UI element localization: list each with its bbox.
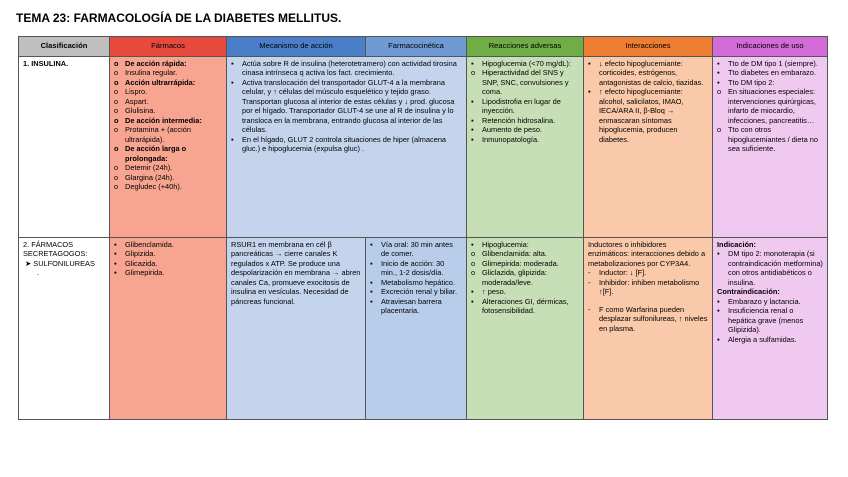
list-item: ▪ Inicio de acción: 30 min., 1-2 dosis/día. bbox=[370, 259, 462, 278]
list-item: ▪ DM tipo 2: monoterapia (si contraindicación metformina) con otros antidiabéticos o insulina. bbox=[717, 249, 823, 287]
pharmacology-table bbox=[18, 36, 828, 420]
reacciones-list bbox=[471, 240, 579, 316]
list-item: ▪ Activa translocación del transportador GLUT-4 a la membrana celular, y ↑ células del músculo esquelético y tejido graso. Transportan glucosa al interior de estas células y ↓ prod. glucosa por el hígado. Transportador GLUT-4 se une al R de insulina y lo transloca en la membrana, entrando glucosa al interior de las células. bbox=[231, 78, 462, 135]
cell-clasificacion bbox=[19, 57, 110, 238]
header-reacciones: Reacciones adversas bbox=[467, 37, 584, 57]
indicaciones-list bbox=[717, 59, 823, 154]
header-indicaciones: Indicaciones de uso bbox=[713, 37, 828, 57]
list-item: ▪ ↑ efecto hipoglucemiante: alcohol, salicilatos, IMAO, IECA/ARA II, β-Bloq → enmascaran síntomas hipoglucemia, producen diabetes. bbox=[588, 87, 708, 144]
list-item: - F como Warfarina pueden desplazar sulfonilureas, ↑ niveles en plasma. bbox=[588, 305, 708, 333]
arrow-icon: ➤ bbox=[25, 258, 32, 268]
reacciones-list bbox=[471, 59, 579, 144]
farmacos-list bbox=[114, 59, 222, 192]
indicacion-label: Indicación: bbox=[717, 240, 757, 249]
farmacos-list bbox=[114, 240, 222, 278]
list-item: o Glargina (24h). bbox=[114, 173, 222, 182]
row-sublabel bbox=[23, 259, 105, 268]
indicacion-list bbox=[717, 249, 823, 287]
list-item: o Protamina + (acción ultrarápida). bbox=[114, 125, 222, 144]
list-item: o Detemir (24h). bbox=[114, 163, 222, 172]
cell-interacciones bbox=[584, 238, 713, 420]
list-item: o Aspart. bbox=[114, 97, 222, 106]
table-row bbox=[19, 57, 828, 238]
list-item: o Gliclazida, glipizida: moderada/leve. bbox=[471, 268, 579, 287]
list-item: o De acción rápida: bbox=[114, 59, 222, 68]
contraindicacion-label: Contraindicación: bbox=[717, 287, 780, 297]
list-item: - Inhibidor: inhiben metabolismo ↑[F]. bbox=[588, 278, 708, 297]
cell-farmacos bbox=[110, 238, 227, 420]
list-item: o Glulisina. bbox=[114, 106, 222, 115]
list-item: ▪ En el hígado, GLUT 2 controla situaciones de hiper (almacena gluc.) e hipoglucemia (expulsa gluc) . bbox=[231, 135, 462, 154]
header-farmacos: Fármacos bbox=[110, 37, 227, 57]
cell-indicaciones bbox=[713, 238, 828, 420]
list-item: o Acción ultrarrápida: bbox=[114, 78, 222, 87]
farmacocinetica-list bbox=[370, 240, 462, 316]
list-item: ▪ Inmunopatología. bbox=[471, 135, 579, 144]
header-row bbox=[19, 37, 828, 57]
list-item: o De acción intermedia: bbox=[114, 116, 222, 125]
list-item: ▪ Glipizida. bbox=[114, 249, 222, 258]
header-interacciones: Interacciones bbox=[584, 37, 713, 57]
list-item: ▪ Excreción renal y biliar. bbox=[370, 287, 462, 296]
cell-reacciones bbox=[467, 57, 584, 238]
header-mecanismo: Mecanismo de acción bbox=[227, 37, 366, 57]
list-item: ▪ Insuficiencia renal o hepática grave (menos Glipizida). bbox=[717, 306, 823, 334]
header-farmacocinetica: Farmacocinética bbox=[366, 37, 467, 57]
list-item: ▪ Actúa sobre R de insulina (heterotetramero) con actividad tirosina cinasa intrínseca q activa los fact. crecimiento. bbox=[231, 59, 462, 78]
cell-clasificacion bbox=[19, 238, 110, 420]
row-sublabel-end: . bbox=[37, 268, 40, 278]
list-item: o En situaciones especiales: intervenciones quirúrgicas, infarto de miocardio, infecciones, pancreatitis… bbox=[717, 87, 823, 125]
list-item: o Glibenclamida: alta. bbox=[471, 249, 579, 258]
cell-mecanismo bbox=[227, 238, 366, 420]
list-item: ▪ Tto DM tipo 2: bbox=[717, 78, 823, 87]
table-row bbox=[19, 238, 828, 420]
header-clasificacion: Clasificación bbox=[19, 37, 110, 57]
list-item: o Tto con otros hipoglucemiantes / dieta no sea suficiente. bbox=[717, 125, 823, 153]
list-item: ▪ Glibenclamida. bbox=[114, 240, 222, 249]
list-item: o Degludec (+40h). bbox=[114, 182, 222, 191]
list-item: o Insulina regular. bbox=[114, 68, 222, 77]
cell-mecanismo bbox=[227, 57, 467, 238]
cell-farmacos bbox=[110, 57, 227, 238]
list-item: ▪ Vía oral: 30 min antes de comer. bbox=[370, 240, 462, 259]
list-item: - Inductor: ↓ [F]. bbox=[588, 268, 708, 277]
list-item: ▪ Aumento de peso. bbox=[471, 125, 579, 134]
interacciones-list bbox=[588, 268, 708, 296]
list-item: o Hiperactividad del SNS y SNP, SNC, convulsiones y coma. bbox=[471, 68, 579, 96]
list-item: ▪ Glicazida. bbox=[114, 259, 222, 268]
spacer bbox=[588, 297, 708, 305]
list-item: ▪ Atraviesan barrera placentaria. bbox=[370, 297, 462, 316]
list-item: o Glimepirida: moderada. bbox=[471, 259, 579, 268]
list-item: ▪ Glimepirida. bbox=[114, 268, 222, 277]
list-item: ▪ ↑ peso. bbox=[471, 287, 579, 296]
row-label: 2. FÁRMACOS SECRETAGOGOS: bbox=[23, 240, 88, 259]
cell-interacciones bbox=[584, 57, 713, 238]
cell-indicaciones bbox=[713, 57, 828, 238]
list-item: o Lispro. bbox=[114, 87, 222, 96]
list-item: ▪ Retención hidrosalina. bbox=[471, 116, 579, 125]
cell-reacciones bbox=[467, 238, 584, 420]
row-label: 1. INSULINA. bbox=[23, 59, 69, 68]
list-item: ▪ Hipoglucemia: bbox=[471, 240, 579, 249]
mecanismo-list bbox=[231, 59, 462, 154]
list-item: ▪ ↓ efecto hipoglucemiante: corticoides, estrógenos, antagonistas de calcio, tiazidas. bbox=[588, 59, 708, 87]
page-title: TEMA 23: FARMACOLOGÍA DE LA DIABETES MELLITUS. bbox=[16, 11, 342, 25]
list-item: ▪ Metabolismo hepático. bbox=[370, 278, 462, 287]
interacciones-intro: Inductores o inhibidores enzimáticos: interacciones debido a metabolizaciones por CYP3A4. bbox=[588, 240, 706, 268]
list-item: ▪ Tto de DM tipo 1 (siempre). bbox=[717, 59, 823, 68]
interacciones-extra-list bbox=[588, 305, 708, 333]
list-item: ▪ Alergia a sulfamidas. bbox=[717, 335, 823, 344]
list-item: ▪ Lipodistrofia en lugar de inyección. bbox=[471, 97, 579, 116]
mecanismo-text: RSUR1 en membrana en cél β pancreáticas → cierre canales K regulados x ATP. Se produce una despolarización en membrana → abren canales Ca, promueve exocitosis de insulina en vesículas. Necesidad de páncreas funcional. bbox=[231, 240, 361, 306]
list-item: ▪ Embarazo y lactancia. bbox=[717, 297, 823, 306]
sulfonilureas-label: SULFONILUREAS bbox=[33, 258, 95, 268]
cell-farmacocinetica bbox=[366, 238, 467, 420]
list-item: o De acción larga o prolongada: bbox=[114, 144, 222, 163]
list-item: ▪ Alteraciones GI, dérmicas, fotosensibilidad. bbox=[471, 297, 579, 316]
interacciones-list bbox=[588, 59, 708, 144]
list-item: ▪ Tto diabetes en embarazo. bbox=[717, 68, 823, 77]
list-item: ▪ Hipoglucemia (<70 mg/dL): bbox=[471, 59, 579, 68]
contraindicacion-list bbox=[717, 297, 823, 344]
